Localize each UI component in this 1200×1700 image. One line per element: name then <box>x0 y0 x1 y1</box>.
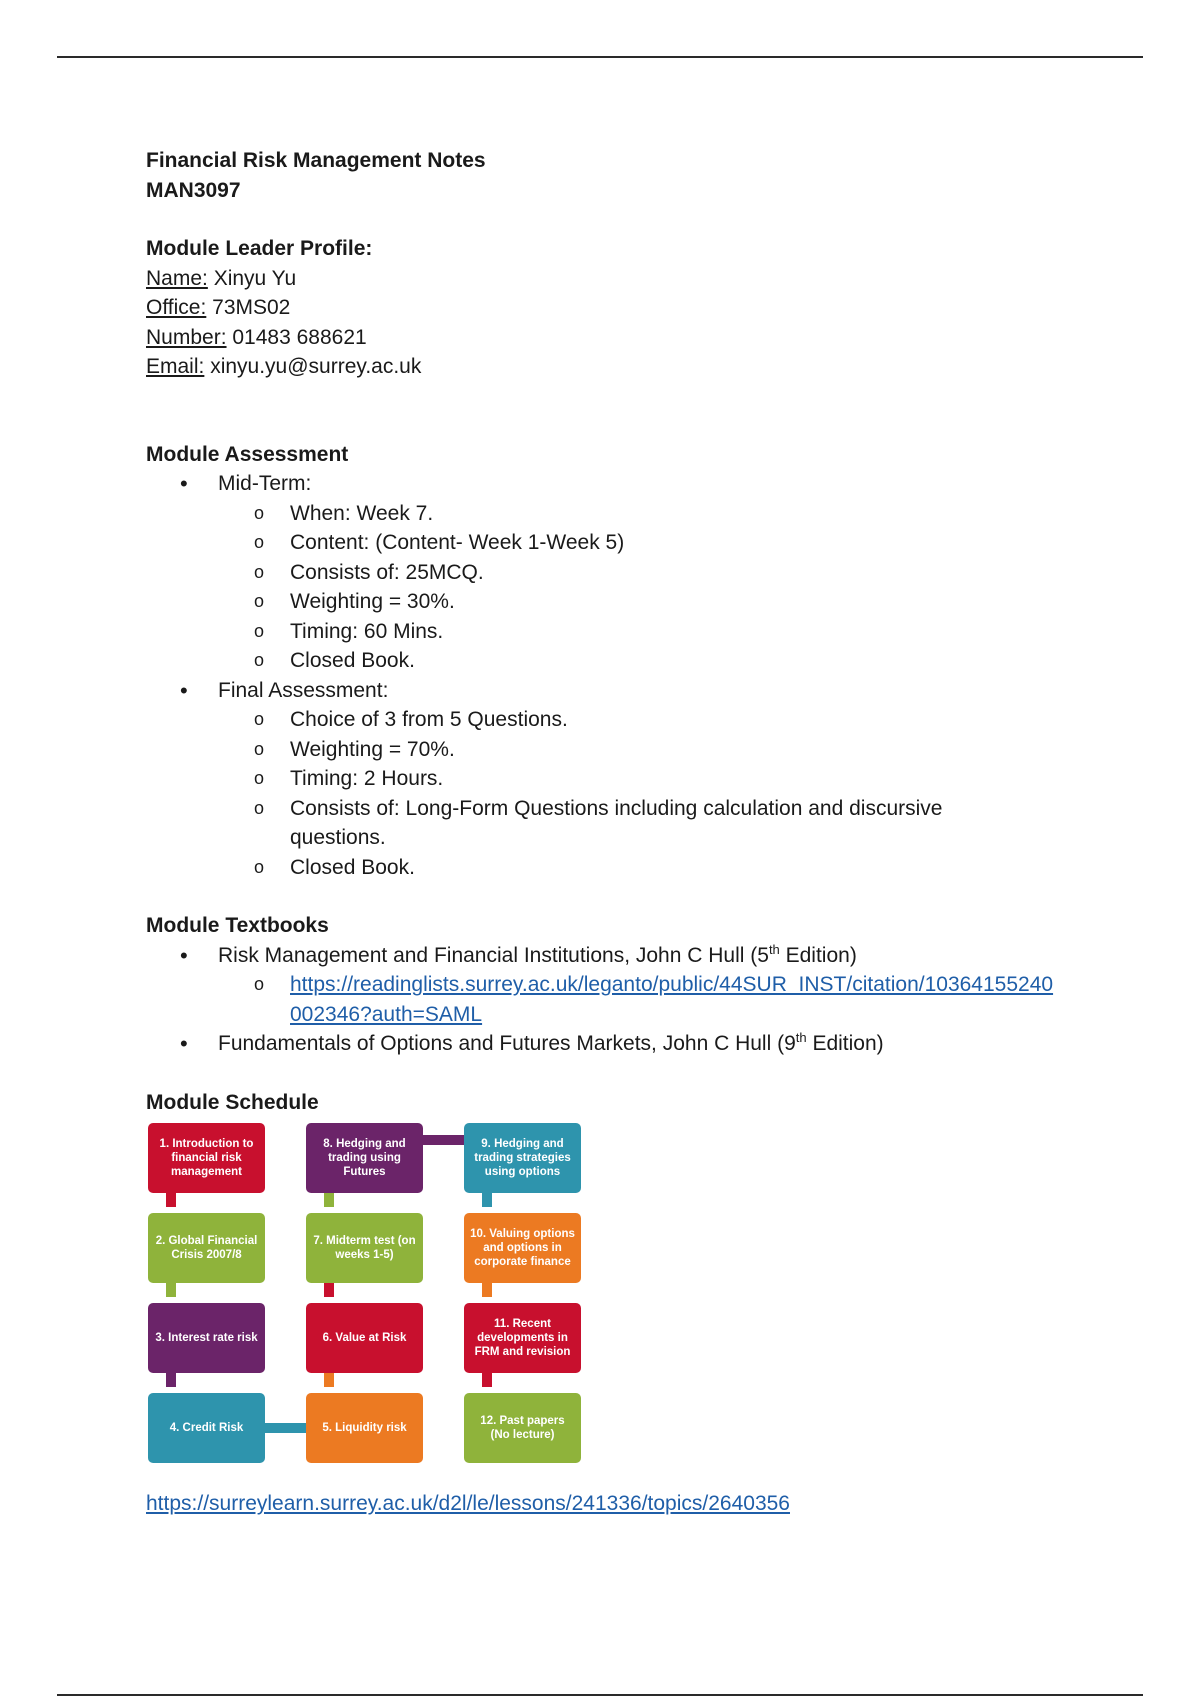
connector <box>482 1193 492 1207</box>
textbook-1-title: Risk Management and Financial Institutions, John C Hull (5 <box>218 943 769 967</box>
name-label: Name: <box>146 266 208 290</box>
connector <box>482 1283 492 1297</box>
surreylearn-link[interactable]: https://surreylearn.surrey.ac.uk/d2l/le/lessons/241336/topics/2640356 <box>146 1492 790 1515</box>
connector <box>482 1373 492 1387</box>
connector <box>166 1283 176 1297</box>
schedule-box-5: 5. Liquidity risk <box>306 1393 423 1463</box>
schedule-box-4: 4. Credit Risk <box>148 1393 265 1463</box>
schedule-heading: Module Schedule <box>146 1090 319 1114</box>
doc-code: MAN3097 <box>146 178 241 202</box>
list-item: o Weighting = 70%. <box>146 735 1106 765</box>
textbook-1-link-item <box>146 970 1106 1029</box>
textbook-2-sup: th <box>795 1030 807 1045</box>
reading-list-link[interactable]: https://readinglists.surrey.ac.uk/leganto/public/44SUR_INST/citation/10364155240002346?auth=SAML <box>290 973 1054 1026</box>
schedule-box-2: 2. Global Financial Crisis 2007/8 <box>148 1213 265 1283</box>
email-value: xinyu.yu@surrey.ac.uk <box>204 355 422 378</box>
list-item: o Closed Book. <box>146 853 1106 883</box>
schedule-box-7: 7. Midterm test (on weeks 1-5) <box>306 1213 423 1283</box>
list-item: o Weighting = 30%. <box>146 587 1106 617</box>
textbook-1-links <box>218 970 1106 1029</box>
textbook-2-edition: Edition) <box>806 1032 884 1055</box>
top-rule <box>57 56 1143 58</box>
assessment-list <box>146 469 1106 882</box>
final-label: Final Assessment: <box>218 678 389 702</box>
connector <box>423 1135 464 1145</box>
textbooks-list <box>146 941 1106 1059</box>
connector <box>324 1193 334 1207</box>
office-label: Office: <box>146 296 207 319</box>
leader-email <box>146 352 1106 382</box>
connector <box>324 1373 334 1387</box>
schedule-box-1: 1. Introduction to financial risk management <box>148 1123 265 1193</box>
textbook-1 <box>146 941 1106 1030</box>
midterm-label: Mid-Term: <box>218 472 312 495</box>
list-item: o Closed Book. <box>146 646 1106 676</box>
schedule-box-12: 12. Past papers (No lecture) <box>464 1393 581 1463</box>
textbooks-heading: Module Textbooks <box>146 914 329 937</box>
surreylearn-link-line <box>146 1489 1106 1519</box>
number-label: Number: <box>146 325 227 349</box>
email-label: Email: <box>146 355 205 378</box>
list-item: o When: Week 7. <box>146 499 1106 529</box>
list-item: o Timing: 60 Mins. <box>146 617 1106 647</box>
leader-heading: Module Leader Profile: <box>146 237 373 260</box>
list-item: o Consists of: 25MCQ. <box>146 558 1106 588</box>
textbook-2-title: Fundamentals of Options and Futures Markets, John C Hull (9 <box>218 1032 796 1055</box>
schedule-box-6: 6. Value at Risk <box>306 1303 423 1373</box>
connector <box>265 1423 306 1433</box>
list-item: o Content: (Content- Week 1-Week 5) <box>146 528 1106 558</box>
final-item <box>146 676 1106 883</box>
schedule-box-3: 3. Interest rate risk <box>148 1303 265 1373</box>
schedule-box-11: 11. Recent developments in FRM and revision <box>464 1303 581 1373</box>
bottom-rule <box>57 1694 1143 1696</box>
schedule-diagram <box>148 1123 588 1473</box>
number-value: 01483 688621 <box>226 325 367 349</box>
textbook-2 <box>146 1029 1106 1059</box>
list-item: o Choice of 3 from 5 Questions. <box>146 705 1106 735</box>
midterm-item <box>146 469 1106 676</box>
name-value: Xinyu Yu <box>207 266 297 290</box>
list-item: o Timing: 2 Hours. <box>146 764 1106 794</box>
schedule-box-9: 9. Hedging and trading strategies using options <box>464 1123 581 1193</box>
office-value: 73MS02 <box>206 296 291 319</box>
doc-title: Financial Risk Management Notes <box>146 149 486 172</box>
textbook-1-edition: Edition) <box>779 943 857 967</box>
leader-number <box>146 323 1106 353</box>
assessment-heading: Module Assessment <box>146 442 349 466</box>
connector <box>324 1283 334 1297</box>
leader-office <box>146 293 1106 323</box>
connector <box>166 1193 176 1207</box>
document-body <box>146 146 1106 1519</box>
textbook-1-sup: th <box>768 941 780 957</box>
list-item: o Consists of: Long-Form Questions including calculation and discursive questions. <box>146 794 1106 853</box>
schedule-box-8: 8. Hedging and trading using Futures <box>306 1123 423 1193</box>
midterm-details <box>218 499 1106 676</box>
leader-name <box>146 264 1106 294</box>
final-details <box>218 705 1106 882</box>
schedule-box-10: 10. Valuing options and options in corporate finance <box>464 1213 581 1283</box>
connector <box>166 1373 176 1387</box>
